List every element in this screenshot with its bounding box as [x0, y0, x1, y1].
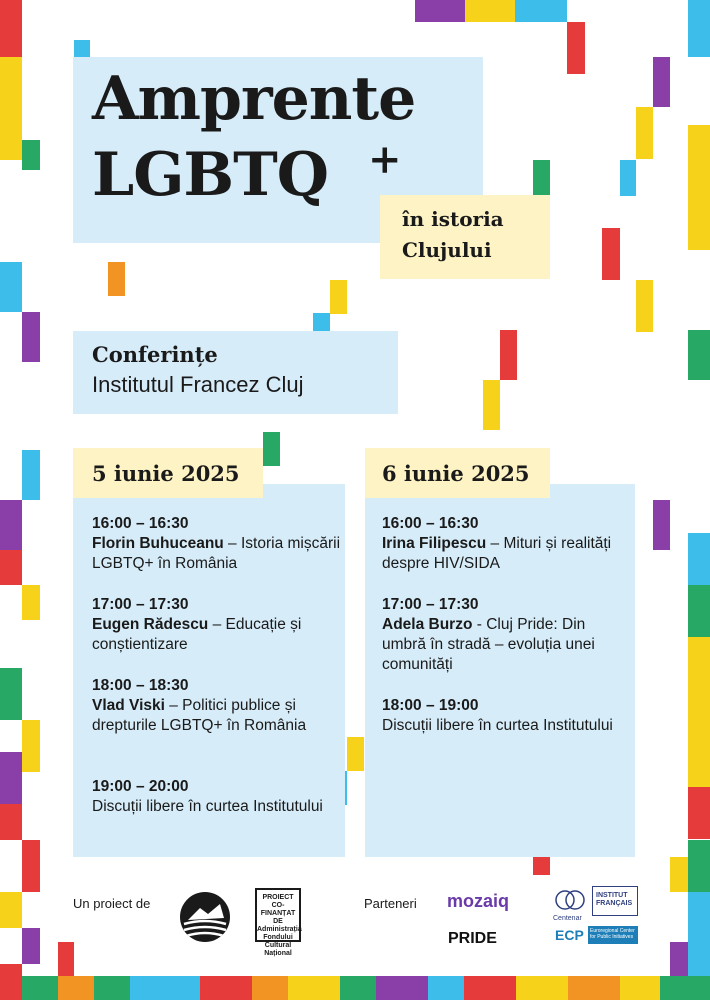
decor-square	[515, 0, 567, 22]
decor-square	[0, 550, 22, 585]
decor-square	[200, 976, 252, 1000]
entry-time: 16:00 – 16:30	[382, 515, 479, 532]
decor-square	[653, 57, 670, 107]
decor-square	[130, 976, 200, 1000]
entry-topic: – Educație și conștientizare	[92, 616, 302, 653]
schedule-entry	[92, 514, 344, 574]
decor-square	[688, 787, 710, 839]
decor-square	[0, 57, 22, 160]
decor-square	[376, 976, 428, 1000]
decor-square	[0, 964, 22, 1000]
decor-square	[653, 500, 670, 550]
decor-square	[567, 22, 585, 74]
decor-square	[340, 976, 376, 1000]
decor-square	[516, 976, 568, 1000]
organizer-logo-icon	[180, 892, 230, 942]
decor-square	[94, 976, 130, 1000]
organizer-logo	[180, 892, 230, 942]
schedule-entry	[92, 777, 344, 817]
decor-square	[670, 857, 688, 892]
decor-square	[483, 380, 500, 430]
entry-topic: – Politici publice și drepturile LGBTQ+ în România	[92, 697, 307, 734]
centenar-logo-icon	[554, 884, 586, 916]
decor-square	[602, 228, 620, 280]
decor-square	[0, 668, 22, 720]
decor-square	[500, 330, 517, 380]
conference-title: Conferințe	[92, 342, 218, 367]
decor-square	[263, 432, 280, 466]
entry-time: 18:00 – 19:00	[382, 697, 479, 714]
decor-square	[347, 737, 364, 771]
day-label-1: 5 iunie 2025	[92, 461, 240, 486]
partners-label: Parteneri	[364, 896, 417, 911]
decor-square	[620, 160, 636, 196]
decor-square	[688, 892, 710, 976]
decor-square	[688, 330, 710, 380]
decor-square	[58, 942, 74, 976]
schedule-entry	[382, 514, 632, 574]
decor-square	[660, 976, 710, 1000]
entry-speaker: Vlad Viski	[92, 697, 165, 714]
entry-time: 17:00 – 17:30	[92, 596, 189, 613]
decor-square	[688, 533, 710, 585]
institut-francais-logo: INSTITUT FRANÇAIS	[592, 886, 638, 916]
decor-square	[415, 0, 465, 22]
decor-square	[688, 840, 710, 892]
entry-topic: Discuții libere în curtea Institutului	[382, 717, 613, 734]
pride-logo: PRIDE	[448, 930, 497, 947]
decor-square	[108, 262, 125, 296]
title-line-2: LGBTQ	[92, 140, 329, 210]
decor-square	[330, 280, 347, 314]
decor-square	[0, 752, 22, 804]
conference-venue: Institutul Francez Cluj	[92, 372, 304, 397]
entry-speaker: Adela Burzo	[382, 616, 473, 633]
decor-square	[252, 976, 288, 1000]
ecp-logo: ECP	[555, 927, 584, 943]
decor-square	[22, 585, 40, 620]
decor-square	[22, 140, 40, 170]
decor-square	[464, 976, 516, 1000]
title-line-1: Amprente	[92, 64, 416, 134]
decor-square	[0, 804, 22, 840]
decor-square	[568, 976, 620, 1000]
decor-square	[0, 500, 22, 550]
schedule-entry	[92, 676, 344, 736]
entry-time: 16:00 – 16:30	[92, 515, 189, 532]
entry-topic: – Istoria mișcării LGBTQ+ în România	[92, 535, 341, 572]
decor-square	[0, 892, 22, 928]
decor-square	[636, 280, 653, 332]
schedule-entry	[382, 595, 632, 675]
decor-square	[688, 637, 710, 787]
decor-square	[288, 976, 340, 1000]
centenar-label: Centenar	[553, 915, 582, 922]
decor-square	[0, 262, 22, 312]
day-label-2: 6 iunie 2025	[382, 461, 530, 486]
decor-square	[22, 928, 40, 964]
afcn-logo: PROIECT CO-FINANȚAT DE Administrația Fondului Cultural Național	[255, 888, 301, 942]
decor-square	[22, 450, 40, 500]
decor-square	[465, 0, 515, 22]
decor-square	[22, 840, 40, 892]
decor-square	[688, 585, 710, 637]
entry-topic: Discuții libere în curtea Institutului	[92, 798, 323, 815]
entry-topic: – Mituri și realități despre HIV/SIDA	[382, 535, 612, 572]
schedule-entry	[382, 696, 632, 736]
decor-square	[58, 976, 94, 1000]
project-label: Un proiect de	[73, 896, 151, 911]
entry-time: 17:00 – 17:30	[382, 596, 479, 613]
entry-time: 18:00 – 18:30	[92, 677, 189, 694]
decor-square	[670, 942, 688, 976]
title-plus: +	[368, 136, 402, 183]
subtitle-line-1: în istoria	[402, 207, 504, 231]
subtitle-line-2: Clujului	[402, 238, 492, 262]
entry-speaker: Eugen Rădescu	[92, 616, 209, 633]
decor-square	[688, 0, 710, 57]
entry-topic: - Cluj Pride: Din umbră în stradă – evoluția unei comunități	[382, 616, 595, 673]
mozaiq-logo: mozaiq	[447, 891, 510, 911]
decor-square	[0, 0, 22, 57]
decor-square	[636, 107, 653, 159]
decor-square	[620, 976, 660, 1000]
decor-square	[22, 976, 58, 1000]
entry-time: 19:00 – 20:00	[92, 778, 189, 795]
ecp-logo-subtitle: Euroregional Center for Public Initiatives	[588, 926, 638, 944]
decor-square	[22, 720, 40, 772]
entry-speaker: Florin Buhuceanu	[92, 535, 224, 552]
decor-square	[428, 976, 464, 1000]
decor-square	[688, 125, 710, 250]
decor-square	[22, 312, 40, 362]
schedule-entry	[92, 595, 344, 655]
entry-speaker: Irina Filipescu	[382, 535, 487, 552]
